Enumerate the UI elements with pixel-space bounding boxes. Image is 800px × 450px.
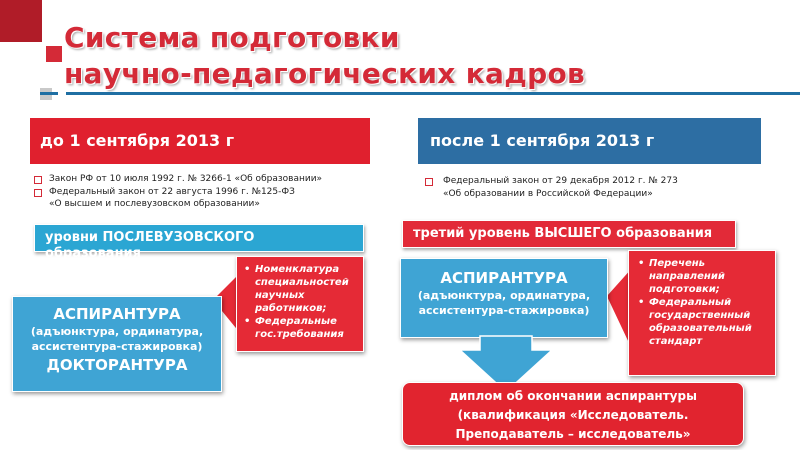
diploma-line-3: Преподаватель – исследователь» xyxy=(455,427,691,441)
note-item: • Номенклатура специальностей научных работников; xyxy=(243,263,357,315)
title-line-1: Система подготовки xyxy=(64,21,400,54)
law-line-1: Федеральный закон от 29 декабря 2012 г. № 273 xyxy=(443,176,678,186)
law-line-2: «Об образовании в Российской Федерации» xyxy=(443,188,653,199)
law-item-continuation: «О высшем и послевузовском образовании» xyxy=(49,199,260,209)
left-requirements-note xyxy=(236,256,364,352)
note-item: • Федеральный государственный образовательный стандарт xyxy=(637,296,769,348)
third-level-text: третий уровень ВЫСШЕГО образования xyxy=(413,226,713,241)
note-item: • Федеральные гос.требования xyxy=(243,315,357,341)
aspirantura-label: АСПИРАНТУРА xyxy=(53,305,181,323)
law-item: Закон РФ от 10 июля 1992 г. № 3266-1 «Об образовании» xyxy=(34,173,364,186)
diploma-line-2: (квалификация «Исследователь. xyxy=(457,408,689,422)
right-requirements-note xyxy=(628,250,776,376)
title-line-2: научно-педагогических кадров xyxy=(64,57,586,90)
right-postgraduate-box xyxy=(400,258,608,338)
postgraduate-levels-text: уровни ПОСЛЕВУЗОВСКОГО образования xyxy=(45,230,255,261)
aspirantura-label: АСПИРАНТУРА xyxy=(440,269,568,287)
left-postgraduate-box xyxy=(12,296,222,392)
aspirantura-sub-2: ассистентура-стажировка) xyxy=(31,340,203,353)
note-item: • Перечень направлений подготовки; xyxy=(637,257,769,296)
aspirantura-sub-1: (адъюнктура, ординатура, xyxy=(30,325,204,338)
after-2013-heading-text: после 1 сентября 2013 г xyxy=(430,131,655,150)
law-item: Федеральный закон от 22 августа 1996 г. №125-ФЗ xyxy=(34,186,364,199)
doktorantura-label: ДОКТОРАНТУРА xyxy=(46,356,188,374)
diploma-box xyxy=(402,382,744,446)
aspirantura-sub-1: (адъюнктура, ординатура, xyxy=(417,289,591,302)
before-2013-heading-text: до 1 сентября 2013 г xyxy=(40,131,235,150)
aspirantura-sub-2: ассистентура-стажировка) xyxy=(418,304,590,317)
diploma-line-1: диплом об окончании аспирантуры xyxy=(449,389,697,403)
